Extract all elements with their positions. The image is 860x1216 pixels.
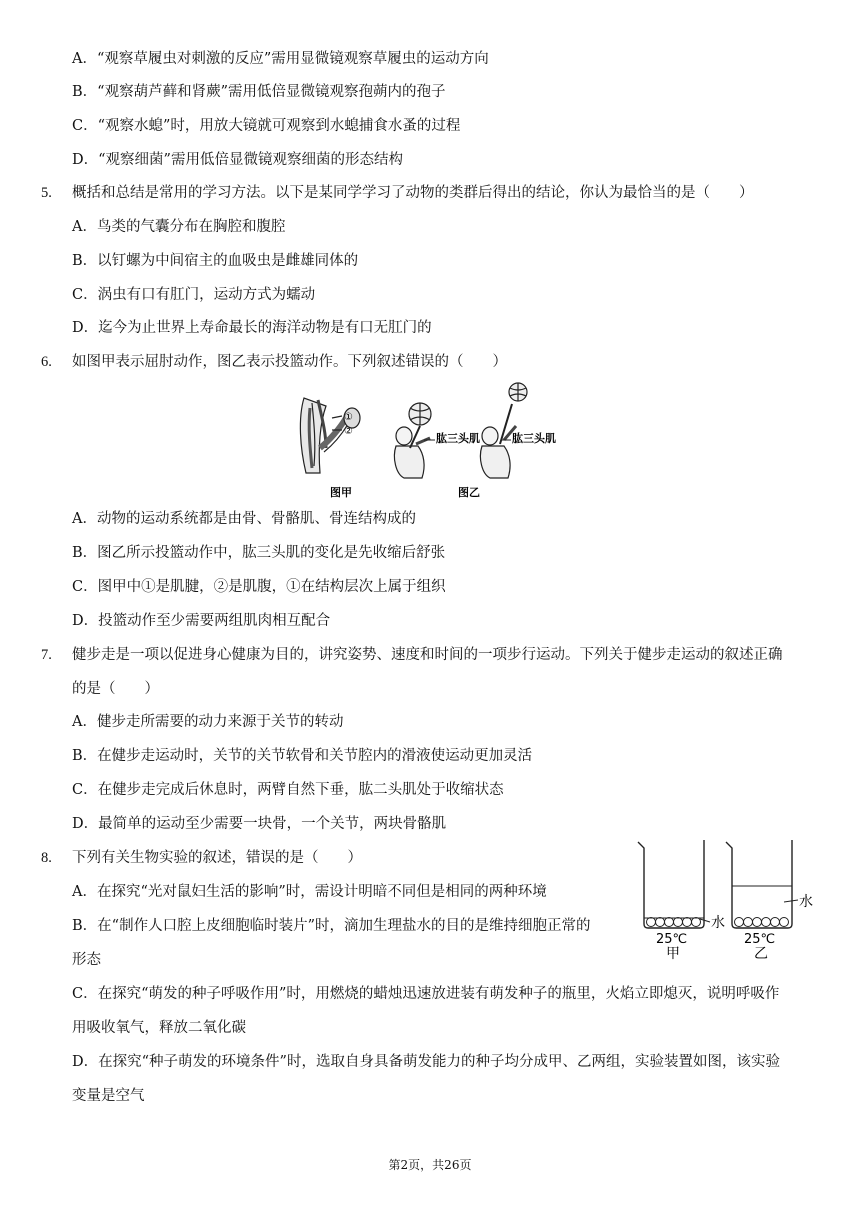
- q6-option-c: C．图甲中①是肌腱，②是肌腹，①在结构层次上属于组织: [72, 579, 446, 595]
- triceps-label-b: 肱三头肌: [512, 432, 556, 445]
- q8-figure-beakers: [634, 834, 824, 960]
- basketball-player-2: [480, 383, 527, 478]
- caption-jia: 图甲: [330, 486, 352, 499]
- water-label-jia: 水: [711, 915, 725, 931]
- temp-jia: 25℃: [656, 932, 688, 947]
- q6-option-b: B．图乙所示投篮动作中，肱三头肌的变化是先收缩后舒张: [72, 545, 446, 561]
- triceps-label-a: 肱三头肌: [436, 432, 480, 445]
- q8-option-d-line1: D．在探究“种子萌发的环境条件”时，选取自身具备萌发能力的种子均分成甲、乙两组，实验装置如图，该实验: [72, 1054, 780, 1070]
- q8-option-d-line2: 变量是空气: [72, 1088, 145, 1104]
- q8-stem: 下列有关生物实验的叙述，错误的是（ ）: [72, 850, 362, 866]
- water-label-yi: 水: [799, 894, 813, 910]
- q4-option-d: D．“观察细菌”需用低倍显微镜观察细菌的形态结构: [72, 152, 403, 168]
- q5-stem: 概括和总结是常用的学习方法。以下是某同学学习了动物的类群后得出的结论，你认为最恰当的是（ ）: [72, 185, 754, 201]
- q6-figure-arm-diagram: [296, 378, 556, 500]
- q7-option-a: A．健步走所需要的动力来源于关节的转动: [72, 714, 344, 730]
- temp-yi: 25℃: [744, 932, 776, 947]
- q6-stem: 如图甲表示屈肘动作，图乙表示投篮动作。下列叙述错误的（ ）: [72, 354, 507, 370]
- q5-number: 5.: [41, 185, 52, 201]
- q6-option-d: D．投篮动作至少需要两组肌肉相互配合: [72, 613, 331, 629]
- seeds-yi: [735, 918, 789, 927]
- seeds-jia: [647, 918, 701, 927]
- q7-stem-line1: 健步走是一项以促进身心健康为目的，讲究姿势、速度和时间的一项步行运动。下列关于健步走运动的叙述正确: [72, 647, 783, 663]
- label-1: ①: [344, 412, 353, 423]
- beaker-yi: [726, 840, 798, 928]
- q7-option-d: D．最简单的运动至少需要一块骨，一个关节，两块骨骼肌: [72, 816, 447, 832]
- q4-option-b: B．“观察葫芦藓和肾蕨”需用低倍显微镜观察孢蒴内的孢子: [72, 84, 446, 100]
- page-footer: 第2页，共26页: [388, 1158, 472, 1172]
- q5-option-b: B．以钉螺为中间宿主的血吸虫是雌雄同体的: [72, 253, 359, 269]
- caption-jia-beaker: 甲: [666, 946, 680, 962]
- q5-option-a: A．鸟类的气囊分布在胸腔和腹腔: [72, 219, 286, 235]
- q8-option-a: A．在探究“光对鼠妇生活的影响”时，需设计明暗不同但是相同的两种环境: [72, 884, 547, 900]
- q6-option-a: A．动物的运动系统都是由骨、骨骼肌、骨连结构成的: [72, 511, 416, 527]
- q8-option-b-line1: B．在“制作人口腔上皮细胞临时装片”时，滴加生理盐水的目的是维持细胞正常的: [72, 918, 591, 934]
- label-2: ②: [344, 426, 353, 437]
- q6-number: 6.: [41, 354, 52, 370]
- q8-option-c-line1: C．在探究“萌发的种子呼吸作用”时，用燃烧的蜡烛迅速放进装有萌发种子的瓶里，火焰立即熄灭，说明呼吸作: [72, 986, 780, 1002]
- q4-option-c: C．“观察水螅”时，用放大镜就可观察到水螅捕食水蚤的过程: [72, 118, 461, 134]
- q7-option-c: C．在健步走完成后休息时，两臂自然下垂，肱二头肌处于收缩状态: [72, 782, 504, 798]
- q5-option-c: C．涡虫有口有肛门，运动方式为蠕动: [72, 287, 316, 303]
- q5-option-d: D．迄今为止世界上寿命最长的海洋动物是有口无肛门的: [72, 320, 432, 336]
- q8-option-b-line2: 形态: [72, 952, 101, 968]
- q8-number: 8.: [41, 850, 52, 866]
- beaker-jia: [638, 840, 710, 928]
- q8-option-c-line2: 用吸收氧气，释放二氧化碳: [72, 1020, 246, 1036]
- caption-yi: 图乙: [458, 486, 480, 499]
- q4-option-a: A．“观察草履虫对刺激的反应”需用显微镜观察草履虫的运动方向: [72, 51, 489, 67]
- q7-option-b: B．在健步走运动时，关节的关节软骨和关节腔内的滑液使运动更加灵活: [72, 748, 533, 764]
- caption-yi-beaker: 乙: [754, 946, 768, 962]
- q7-stem-line2: 的是（ ）: [72, 681, 159, 697]
- q7-number: 7.: [41, 647, 52, 663]
